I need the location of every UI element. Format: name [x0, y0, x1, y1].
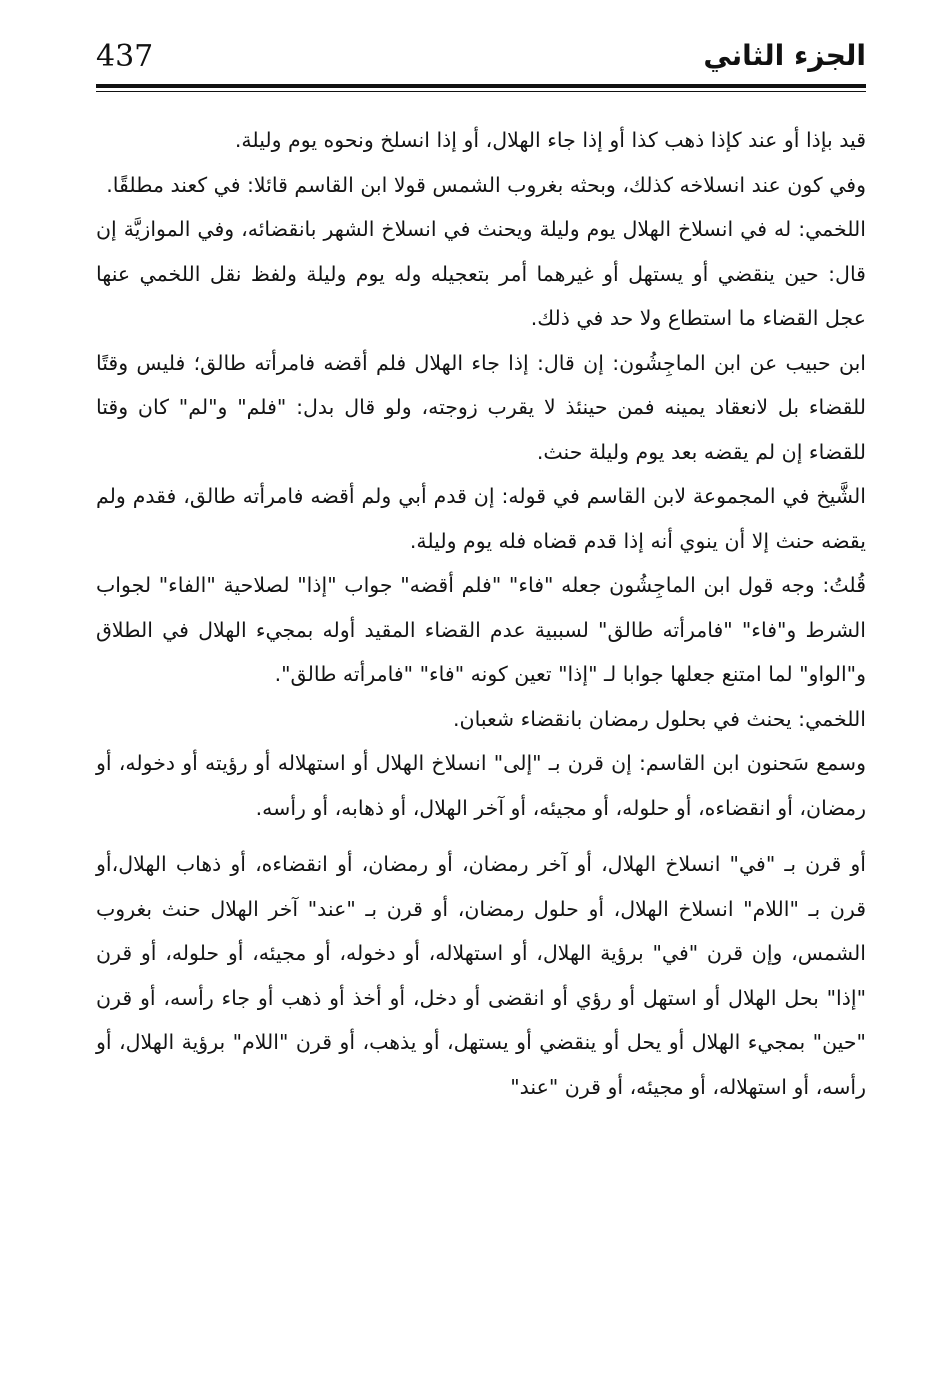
body-text [96, 118, 866, 1109]
paragraph: وفي كون عند انسلاخه كذلك، وبحثه بغروب الشمس قولا ابن القاسم قائلا: في كعند مطلقًا. [106, 172, 866, 197]
paragraph: اللخمي: له في انسلاخ الهلال يوم وليلة ويحنث في انسلاخ الشهر بانقضائه، وفي الموازيَّة إن قال: حين ينقضي أو يستهل أو غيرهما أمر بتعجيله وله يوم وليلة ولفظ نقل اللخمي عنها عجل القضاء ما استطاع ولا حد في ذلك. [96, 217, 866, 330]
paragraph: اللخمي: يحنث في بحلول رمضان بانقضاء شعبان. [453, 706, 866, 731]
page-header [96, 34, 866, 94]
page-number: 437 [96, 39, 154, 74]
paragraph: أو قرن بـ "في" انسلاخ الهلال، أو آخر رمضان، أو رمضان، أو انقضاءه، أو ذهاب الهلال،أو قرن بـ "اللام" انسلاخ الهلال، أو حلول رمضان، أو قرن بـ "عند" آخر الهلال حنث بغروب الشمس، وإن قرن "في" برؤية الهلال، أو استهلاله، أو دخوله، أو مجيئه، أو حلوله، أو قرن "إذا" بحل الهلال أو استهل أو رؤي أو انقضى أو دخل، أو أخذ أو ذهب أو جاء رأسه، أو قرن "حين" بمجيء الهلال أو يحل أو ينقضي أو يستهل، أو يذهب، أو قرن "اللام" برؤية الهلال، أو رأسه، أو استهلاله، أو مجيئه، أو قرن "عند" [96, 852, 866, 1099]
paragraph: قُلتُ: وجه قول ابن الماجِشُون جعله "فاء" "فلم أقضه" جواب "إذا" لصلاحية "الفاء" لجواب الشرط و"فاء" "فامرأته طالق" لسببية عدم القضاء المقيد أوله بمجيء الهلال في الطلاق و"الواو" لما امتنع جعلها جوابا لـ "إذا" تعين كونه "فاء" "فامرأته طالق". [96, 573, 866, 686]
paragraph: الشَّيخ في المجموعة لابن القاسم في قوله: إن قدم أبي ولم أقضه فامرأته طالق، فقدم ولم يقضه حنث إلا أن ينوي أنه إذا قدم قضاه فله يوم وليلة. [96, 484, 866, 553]
paragraph: ابن حبيب عن ابن الماجِشُون: إن قال: إذا جاء الهلال فلم أقضه فامرأته طالق؛ فليس وقتًا للقضاء بل لانعقاد يمينه فمن حينئذ لا يقرب زوجته، ولو قال بدل: "فلم" و"لم" كان وقتا للقضاء إن لم يقضه بعد يوم وليلة حنث. [96, 350, 866, 464]
paragraph: قيد بإذا أو عند كإذا ذهب كذا أو إذا جاء الهلال، أو إذا انسلخ ونحوه يوم وليلة. [234, 128, 866, 152]
running-title: الجزء الثاني [703, 39, 866, 72]
header-rule-thick [96, 84, 866, 88]
header-rule-thin [96, 91, 866, 92]
paragraph: وسمع سَحنون ابن القاسم: إن قرن بـ "إلى" انسلاخ الهلال أو استهلاله أو رؤيته أو دخوله، أو رمضان، أو انقضاءه، أو حلوله، أو مجيئه، أو آخر الهلال، أو ذهابه، أو رأسه. [96, 751, 866, 820]
